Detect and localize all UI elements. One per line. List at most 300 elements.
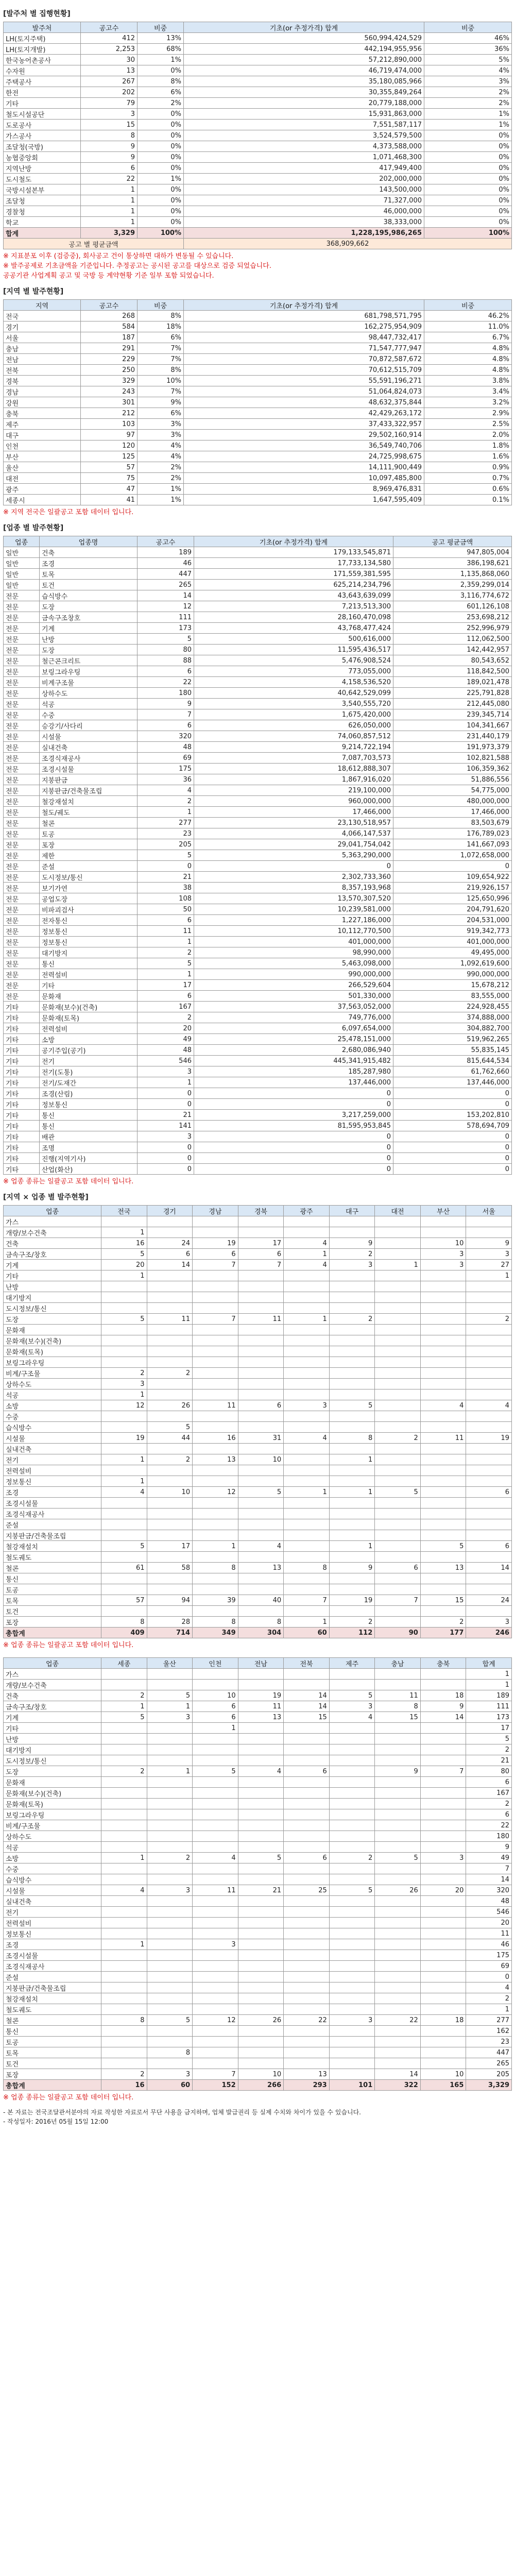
table-cell: 2 bbox=[147, 1454, 193, 1465]
table-cell: 11.0% bbox=[424, 321, 512, 332]
table-row bbox=[4, 828, 512, 839]
table-row bbox=[4, 1573, 512, 1584]
table-cell: 13,570,307,520 bbox=[194, 893, 393, 904]
table-cell bbox=[466, 1465, 512, 1476]
table-cell: 0 bbox=[138, 1153, 194, 1164]
table-cell: 금속구조/창호 bbox=[4, 1249, 101, 1260]
table-cell bbox=[329, 2037, 375, 2047]
table-cell bbox=[329, 1573, 375, 1584]
table-cell bbox=[147, 1584, 193, 1595]
table-row bbox=[4, 785, 512, 796]
table-cell bbox=[101, 1509, 147, 1519]
table-cell: 11 bbox=[193, 1885, 238, 1896]
table-row bbox=[4, 742, 512, 753]
table-cell bbox=[375, 2026, 421, 2037]
table-cell: 142,442,957 bbox=[393, 645, 512, 655]
table-cell bbox=[420, 2047, 466, 2058]
table-cell: 102,821,588 bbox=[393, 753, 512, 764]
table-cell bbox=[420, 1325, 466, 1335]
table-cell bbox=[329, 1379, 375, 1389]
table-cell: 445,341,915,482 bbox=[194, 1056, 393, 1066]
table-row bbox=[4, 580, 512, 590]
table-cell: 179,133,545,871 bbox=[194, 547, 393, 558]
table-cell: 1 bbox=[466, 1669, 512, 1680]
table-row bbox=[4, 1379, 512, 1389]
table-cell: 3,524,579,500 bbox=[184, 130, 424, 141]
table-cell bbox=[375, 1346, 421, 1357]
table-cell: 실내건축 bbox=[4, 1896, 101, 1907]
table-cell: 문화재(토목) bbox=[4, 1346, 101, 1357]
table-row bbox=[4, 1712, 512, 1723]
table-cell bbox=[466, 1368, 512, 1379]
table-cell: 9 bbox=[466, 1238, 512, 1249]
table-row bbox=[4, 1617, 512, 1628]
table-cell: 5% bbox=[424, 55, 512, 65]
table-cell bbox=[375, 1379, 421, 1389]
table-cell: 전력설비 bbox=[4, 1465, 101, 1476]
table-cell bbox=[329, 1669, 375, 1680]
table-cell: 26 bbox=[147, 1400, 193, 1411]
table-row bbox=[4, 1820, 512, 1831]
table-cell: 5,476,908,524 bbox=[194, 655, 393, 666]
table-cell: 11 bbox=[238, 1701, 284, 1712]
table-cell bbox=[420, 1669, 466, 1680]
column-header: 부산 bbox=[420, 1206, 466, 1216]
table-cell bbox=[101, 1325, 147, 1335]
table-row bbox=[4, 1701, 512, 1712]
table-cell: 조경 bbox=[4, 1487, 101, 1498]
table-cell: 6 bbox=[81, 163, 138, 174]
table-cell bbox=[466, 1509, 512, 1519]
total-cell: 합계 bbox=[4, 228, 81, 239]
table-cell bbox=[147, 1820, 193, 1831]
table-cell: 전문 bbox=[4, 937, 40, 947]
table-cell bbox=[238, 1842, 284, 1853]
table-cell bbox=[375, 1744, 421, 1755]
table-row bbox=[4, 1433, 512, 1444]
total-row bbox=[4, 1628, 512, 1638]
table-cell bbox=[375, 1669, 421, 1680]
table-cell bbox=[147, 1918, 193, 1928]
table-row bbox=[4, 2015, 512, 2026]
table-cell: 1 bbox=[329, 1454, 375, 1465]
table-cell bbox=[238, 1346, 284, 1357]
table-cell: 69 bbox=[466, 1961, 512, 1972]
table-cell: 기타 bbox=[4, 1270, 101, 1281]
table-cell: 205 bbox=[138, 839, 194, 850]
table-cell: 212 bbox=[81, 408, 138, 419]
table-cell: 2,302,733,360 bbox=[194, 872, 393, 883]
table-cell: 개량/보수건축 bbox=[4, 1680, 101, 1690]
table-row bbox=[4, 1519, 512, 1530]
table-cell: 204,791,620 bbox=[393, 904, 512, 915]
table-cell: 2 bbox=[466, 1744, 512, 1755]
table-cell: 17 bbox=[466, 1723, 512, 1734]
table-cell bbox=[420, 1454, 466, 1465]
table-cell bbox=[193, 1755, 238, 1766]
table-cell bbox=[375, 1723, 421, 1734]
table-cell: 충북 bbox=[4, 408, 81, 419]
table-cell: 304,882,700 bbox=[393, 1023, 512, 1034]
table-cell: 40 bbox=[238, 1595, 284, 1606]
table-cell: 전문 bbox=[4, 796, 40, 807]
table-cell: 5 bbox=[147, 1690, 193, 1701]
table-cell: 조경시설물 bbox=[4, 1950, 101, 1961]
table-cell bbox=[101, 1993, 147, 2004]
table-row bbox=[4, 1292, 512, 1303]
table-cell: 0 bbox=[393, 1142, 512, 1153]
table-cell bbox=[329, 1863, 375, 1874]
table-cell: 301 bbox=[81, 397, 138, 408]
table-row bbox=[4, 1422, 512, 1433]
table-cell: 1 bbox=[101, 1939, 147, 1950]
note-line: ※ 지표분포 이후 (검증중), 회사공고 건이 통상하면 대하가 변동될 수 있습니다. bbox=[3, 252, 234, 260]
table-cell bbox=[284, 1357, 330, 1368]
table-cell bbox=[420, 1842, 466, 1853]
table-cell bbox=[193, 1993, 238, 2004]
table-cell bbox=[375, 1842, 421, 1853]
table-cell: 도시정보/통신 bbox=[4, 1303, 101, 1314]
table-row bbox=[4, 311, 512, 321]
total-cell: 1,228,195,986,265 bbox=[184, 228, 424, 239]
table-cell bbox=[147, 1972, 193, 1982]
table-cell: 1 bbox=[101, 1270, 147, 1281]
table-row bbox=[4, 1216, 512, 1227]
table-row bbox=[4, 484, 512, 495]
table-cell bbox=[284, 1723, 330, 1734]
table-cell: 전자통신 bbox=[40, 915, 138, 926]
table-cell bbox=[329, 1444, 375, 1454]
table-cell bbox=[284, 1734, 330, 1744]
table-cell: 57 bbox=[101, 1595, 147, 1606]
table-cell bbox=[466, 1325, 512, 1335]
table-cell: 3 bbox=[101, 1379, 147, 1389]
table-cell: 수자원 bbox=[4, 65, 81, 76]
table-cell bbox=[466, 1216, 512, 1227]
table-cell: 2 bbox=[466, 1799, 512, 1809]
table-cell: 50 bbox=[138, 904, 194, 915]
table-row bbox=[4, 1584, 512, 1595]
table-cell: 4 bbox=[284, 1260, 330, 1270]
table-cell: 전문 bbox=[4, 720, 40, 731]
table-cell: 266,529,604 bbox=[194, 980, 393, 991]
table-cell: 4% bbox=[138, 451, 184, 462]
table-cell bbox=[375, 2004, 421, 2015]
table-cell: 전문 bbox=[4, 645, 40, 655]
table-cell: 253,698,212 bbox=[393, 612, 512, 623]
table-cell: 전문 bbox=[4, 601, 40, 612]
table-cell: 제한 bbox=[40, 850, 138, 861]
table-cell: 0% bbox=[138, 195, 184, 206]
table-cell bbox=[375, 1788, 421, 1799]
table-cell: 37,563,052,000 bbox=[194, 1002, 393, 1012]
table-cell: 14,111,900,449 bbox=[184, 462, 424, 473]
table-cell: 4.8% bbox=[424, 354, 512, 365]
region-industry-table-1 bbox=[3, 1205, 512, 1638]
table-cell: 6 bbox=[193, 1712, 238, 1723]
table-cell: 80,543,652 bbox=[393, 655, 512, 666]
table-cell: 농협중앙회 bbox=[4, 152, 81, 163]
table-row bbox=[4, 76, 512, 87]
table-cell bbox=[375, 1584, 421, 1595]
table-cell bbox=[375, 1411, 421, 1422]
table-cell bbox=[238, 1874, 284, 1885]
table-cell bbox=[101, 1357, 147, 1368]
table-cell bbox=[147, 1723, 193, 1734]
table-cell: 4 bbox=[238, 1766, 284, 1777]
table-cell bbox=[329, 1680, 375, 1690]
table-cell bbox=[284, 1335, 330, 1346]
table-cell: 6.7% bbox=[424, 332, 512, 343]
table-row bbox=[4, 120, 512, 130]
table-cell bbox=[147, 1777, 193, 1788]
table-cell: 20 bbox=[420, 1885, 466, 1896]
table-cell bbox=[147, 1227, 193, 1238]
table-cell: 철도/궤도 bbox=[40, 807, 138, 818]
table-cell: 공기주입(공기) bbox=[40, 1045, 138, 1056]
table-cell bbox=[375, 1303, 421, 1314]
table-row bbox=[4, 861, 512, 872]
table-cell: 전문 bbox=[4, 980, 40, 991]
table-cell: 일반 bbox=[4, 547, 40, 558]
table-cell bbox=[101, 1907, 147, 1918]
table-cell bbox=[420, 1389, 466, 1400]
table-cell: 준설 bbox=[4, 1972, 101, 1982]
table-cell bbox=[101, 1918, 147, 1928]
table-cell: 4,158,536,520 bbox=[194, 677, 393, 688]
table-cell: 15,931,863,000 bbox=[184, 109, 424, 120]
table-cell: 3 bbox=[81, 109, 138, 120]
table-cell: 5 bbox=[147, 2015, 193, 2026]
table-cell bbox=[193, 1498, 238, 1509]
table-cell bbox=[193, 2026, 238, 2037]
table-cell bbox=[193, 1476, 238, 1487]
table-cell bbox=[284, 1346, 330, 1357]
table-row bbox=[4, 440, 512, 451]
table-cell bbox=[238, 1498, 284, 1509]
table-cell: 141,667,093 bbox=[393, 839, 512, 850]
table-cell: 진행(지역기사) bbox=[40, 1153, 138, 1164]
total-cell: 304 bbox=[238, 1628, 284, 1638]
table-row bbox=[4, 408, 512, 419]
table-cell bbox=[466, 1411, 512, 1422]
table-cell: 24 bbox=[147, 1238, 193, 1249]
table-cell: 1 bbox=[375, 1260, 421, 1270]
table-cell: 7 bbox=[284, 1595, 330, 1606]
table-cell bbox=[466, 1519, 512, 1530]
table-row bbox=[4, 991, 512, 1002]
table-cell: 2% bbox=[138, 462, 184, 473]
table-cell: 25 bbox=[284, 1885, 330, 1896]
table-cell bbox=[238, 1573, 284, 1584]
table-row bbox=[4, 1260, 512, 1270]
table-row bbox=[4, 1595, 512, 1606]
table-cell: 0 bbox=[466, 1972, 512, 1982]
table-cell bbox=[238, 1281, 284, 1292]
table-cell: 17,466,000 bbox=[194, 807, 393, 818]
table-cell: 전기(도통) bbox=[40, 1066, 138, 1077]
table-cell bbox=[375, 1498, 421, 1509]
table-cell: 조경 bbox=[40, 558, 138, 569]
table-cell bbox=[193, 1669, 238, 1680]
table-cell: 3% bbox=[138, 419, 184, 430]
table-cell: 정보통신 bbox=[4, 1928, 101, 1939]
table-cell bbox=[284, 1972, 330, 1982]
table-cell bbox=[284, 1379, 330, 1389]
table-cell bbox=[193, 1972, 238, 1982]
table-cell bbox=[420, 1788, 466, 1799]
table-cell: 68% bbox=[138, 44, 184, 55]
table-cell bbox=[284, 1939, 330, 1950]
table-cell bbox=[147, 1476, 193, 1487]
table-cell bbox=[420, 1606, 466, 1617]
table-row bbox=[4, 1303, 512, 1314]
table-cell bbox=[193, 2058, 238, 2069]
table-cell bbox=[329, 1809, 375, 1820]
table-cell: 전문 bbox=[4, 666, 40, 677]
table-cell: 전력설비 bbox=[40, 1023, 138, 1034]
table-cell: 5 bbox=[238, 1853, 284, 1863]
table-cell: 0% bbox=[138, 184, 184, 195]
table-cell: 보링그라우팅 bbox=[4, 1809, 101, 1820]
table-cell: 기타 bbox=[4, 1066, 40, 1077]
table-cell: 401,000,000 bbox=[194, 937, 393, 947]
table-cell bbox=[284, 1541, 330, 1552]
table-cell bbox=[466, 1444, 512, 1454]
table-row bbox=[4, 1982, 512, 1993]
table-cell: 기타 bbox=[4, 1002, 40, 1012]
table-cell: 0% bbox=[138, 109, 184, 120]
total-cell: 152 bbox=[193, 2080, 238, 2091]
table-cell: 석공 bbox=[4, 1842, 101, 1853]
table-row bbox=[4, 1110, 512, 1121]
table-cell: 8% bbox=[138, 76, 184, 87]
table-cell: 전력설비 bbox=[4, 1918, 101, 1928]
table-cell: 조경시설물 bbox=[40, 764, 138, 774]
table-cell: 137,446,000 bbox=[194, 1077, 393, 1088]
table-cell bbox=[147, 1498, 193, 1509]
table-row bbox=[4, 321, 512, 332]
table-row bbox=[4, 1669, 512, 1680]
table-cell bbox=[329, 1744, 375, 1755]
table-row bbox=[4, 343, 512, 354]
header-row bbox=[4, 300, 512, 311]
table-cell bbox=[147, 2037, 193, 2047]
table-cell: 4 bbox=[101, 1885, 147, 1896]
table-cell bbox=[284, 1552, 330, 1563]
table-cell bbox=[329, 1766, 375, 1777]
table-cell: 243 bbox=[81, 386, 138, 397]
table-row bbox=[4, 1874, 512, 1885]
column-header: 인천 bbox=[193, 1658, 238, 1669]
table-cell: 5 bbox=[138, 850, 194, 861]
table-cell: 225,791,828 bbox=[393, 688, 512, 699]
table-cell: 6 bbox=[238, 1400, 284, 1411]
table-cell bbox=[466, 1379, 512, 1389]
table-cell: 토건 bbox=[4, 2058, 101, 2069]
table-cell bbox=[329, 1465, 375, 1476]
table-row bbox=[4, 1744, 512, 1755]
table-cell: 포장 bbox=[4, 2069, 101, 2080]
table-cell: 10% bbox=[138, 376, 184, 386]
table-cell: 공업도장 bbox=[40, 893, 138, 904]
table-cell bbox=[329, 2069, 375, 2080]
table-cell bbox=[193, 1227, 238, 1238]
table-row bbox=[4, 1142, 512, 1153]
table-cell: 267 bbox=[81, 76, 138, 87]
table-cell: 준설 bbox=[40, 861, 138, 872]
table-cell bbox=[420, 1755, 466, 1766]
table-cell: 51,886,556 bbox=[393, 774, 512, 785]
table-cell: 189 bbox=[466, 1690, 512, 1701]
table-cell bbox=[420, 1874, 466, 1885]
table-cell bbox=[329, 1368, 375, 1379]
table-cell: 철도시설공단 bbox=[4, 109, 81, 120]
table-cell: 5 bbox=[329, 1690, 375, 1701]
table-cell: 도장 bbox=[40, 645, 138, 655]
table-cell bbox=[375, 1734, 421, 1744]
table-cell: 28,160,470,098 bbox=[194, 612, 393, 623]
table-cell: 문화재(토목) bbox=[4, 1799, 101, 1809]
table-cell: 조달청 bbox=[4, 195, 81, 206]
table-cell: 167 bbox=[466, 1788, 512, 1799]
table-cell: 46 bbox=[138, 558, 194, 569]
table-cell: 42,429,263,172 bbox=[184, 408, 424, 419]
table-cell: 2,253 bbox=[81, 44, 138, 55]
table-cell bbox=[147, 1939, 193, 1950]
table-cell bbox=[420, 1939, 466, 1950]
table-cell bbox=[420, 1777, 466, 1788]
table-cell: 기타 bbox=[4, 1088, 40, 1099]
table-cell: 2.5% bbox=[424, 419, 512, 430]
table-cell bbox=[329, 1281, 375, 1292]
table-cell bbox=[420, 2058, 466, 2069]
table-cell: 13 bbox=[193, 1454, 238, 1465]
table-cell: 20 bbox=[466, 1918, 512, 1928]
table-cell: 1 bbox=[138, 1077, 194, 1088]
agency-notes bbox=[3, 251, 512, 281]
table-cell: 19 bbox=[193, 1238, 238, 1249]
table-cell: 0 bbox=[194, 1164, 393, 1175]
table-cell: 전문 bbox=[4, 612, 40, 623]
table-cell: 3% bbox=[424, 76, 512, 87]
table-cell bbox=[375, 2047, 421, 2058]
table-row bbox=[4, 1842, 512, 1853]
table-cell: 9 bbox=[81, 141, 138, 152]
table-cell: 0% bbox=[424, 130, 512, 141]
table-cell bbox=[238, 1723, 284, 1734]
table-cell bbox=[420, 1292, 466, 1303]
table-cell: 3 bbox=[329, 1260, 375, 1270]
table-cell bbox=[375, 1874, 421, 1885]
table-cell bbox=[101, 1519, 147, 1530]
table-cell bbox=[101, 1723, 147, 1734]
table-cell: 9 bbox=[466, 1842, 512, 1853]
table-cell: 13% bbox=[138, 33, 184, 44]
table-cell: 212,445,080 bbox=[393, 699, 512, 709]
table-cell bbox=[101, 1961, 147, 1972]
table-row bbox=[4, 65, 512, 76]
table-cell: 6 bbox=[138, 991, 194, 1002]
table-cell: 35,180,085,966 bbox=[184, 76, 424, 87]
total-cell: 3,329 bbox=[81, 228, 138, 239]
section-title-industry: [업종 별 발주현황] bbox=[3, 524, 64, 532]
table-cell: 6 bbox=[238, 1249, 284, 1260]
table-cell: 1% bbox=[138, 174, 184, 184]
table-row bbox=[4, 1357, 512, 1368]
table-cell: 통신 bbox=[4, 2026, 101, 2037]
table-cell: 4 bbox=[101, 1487, 147, 1498]
